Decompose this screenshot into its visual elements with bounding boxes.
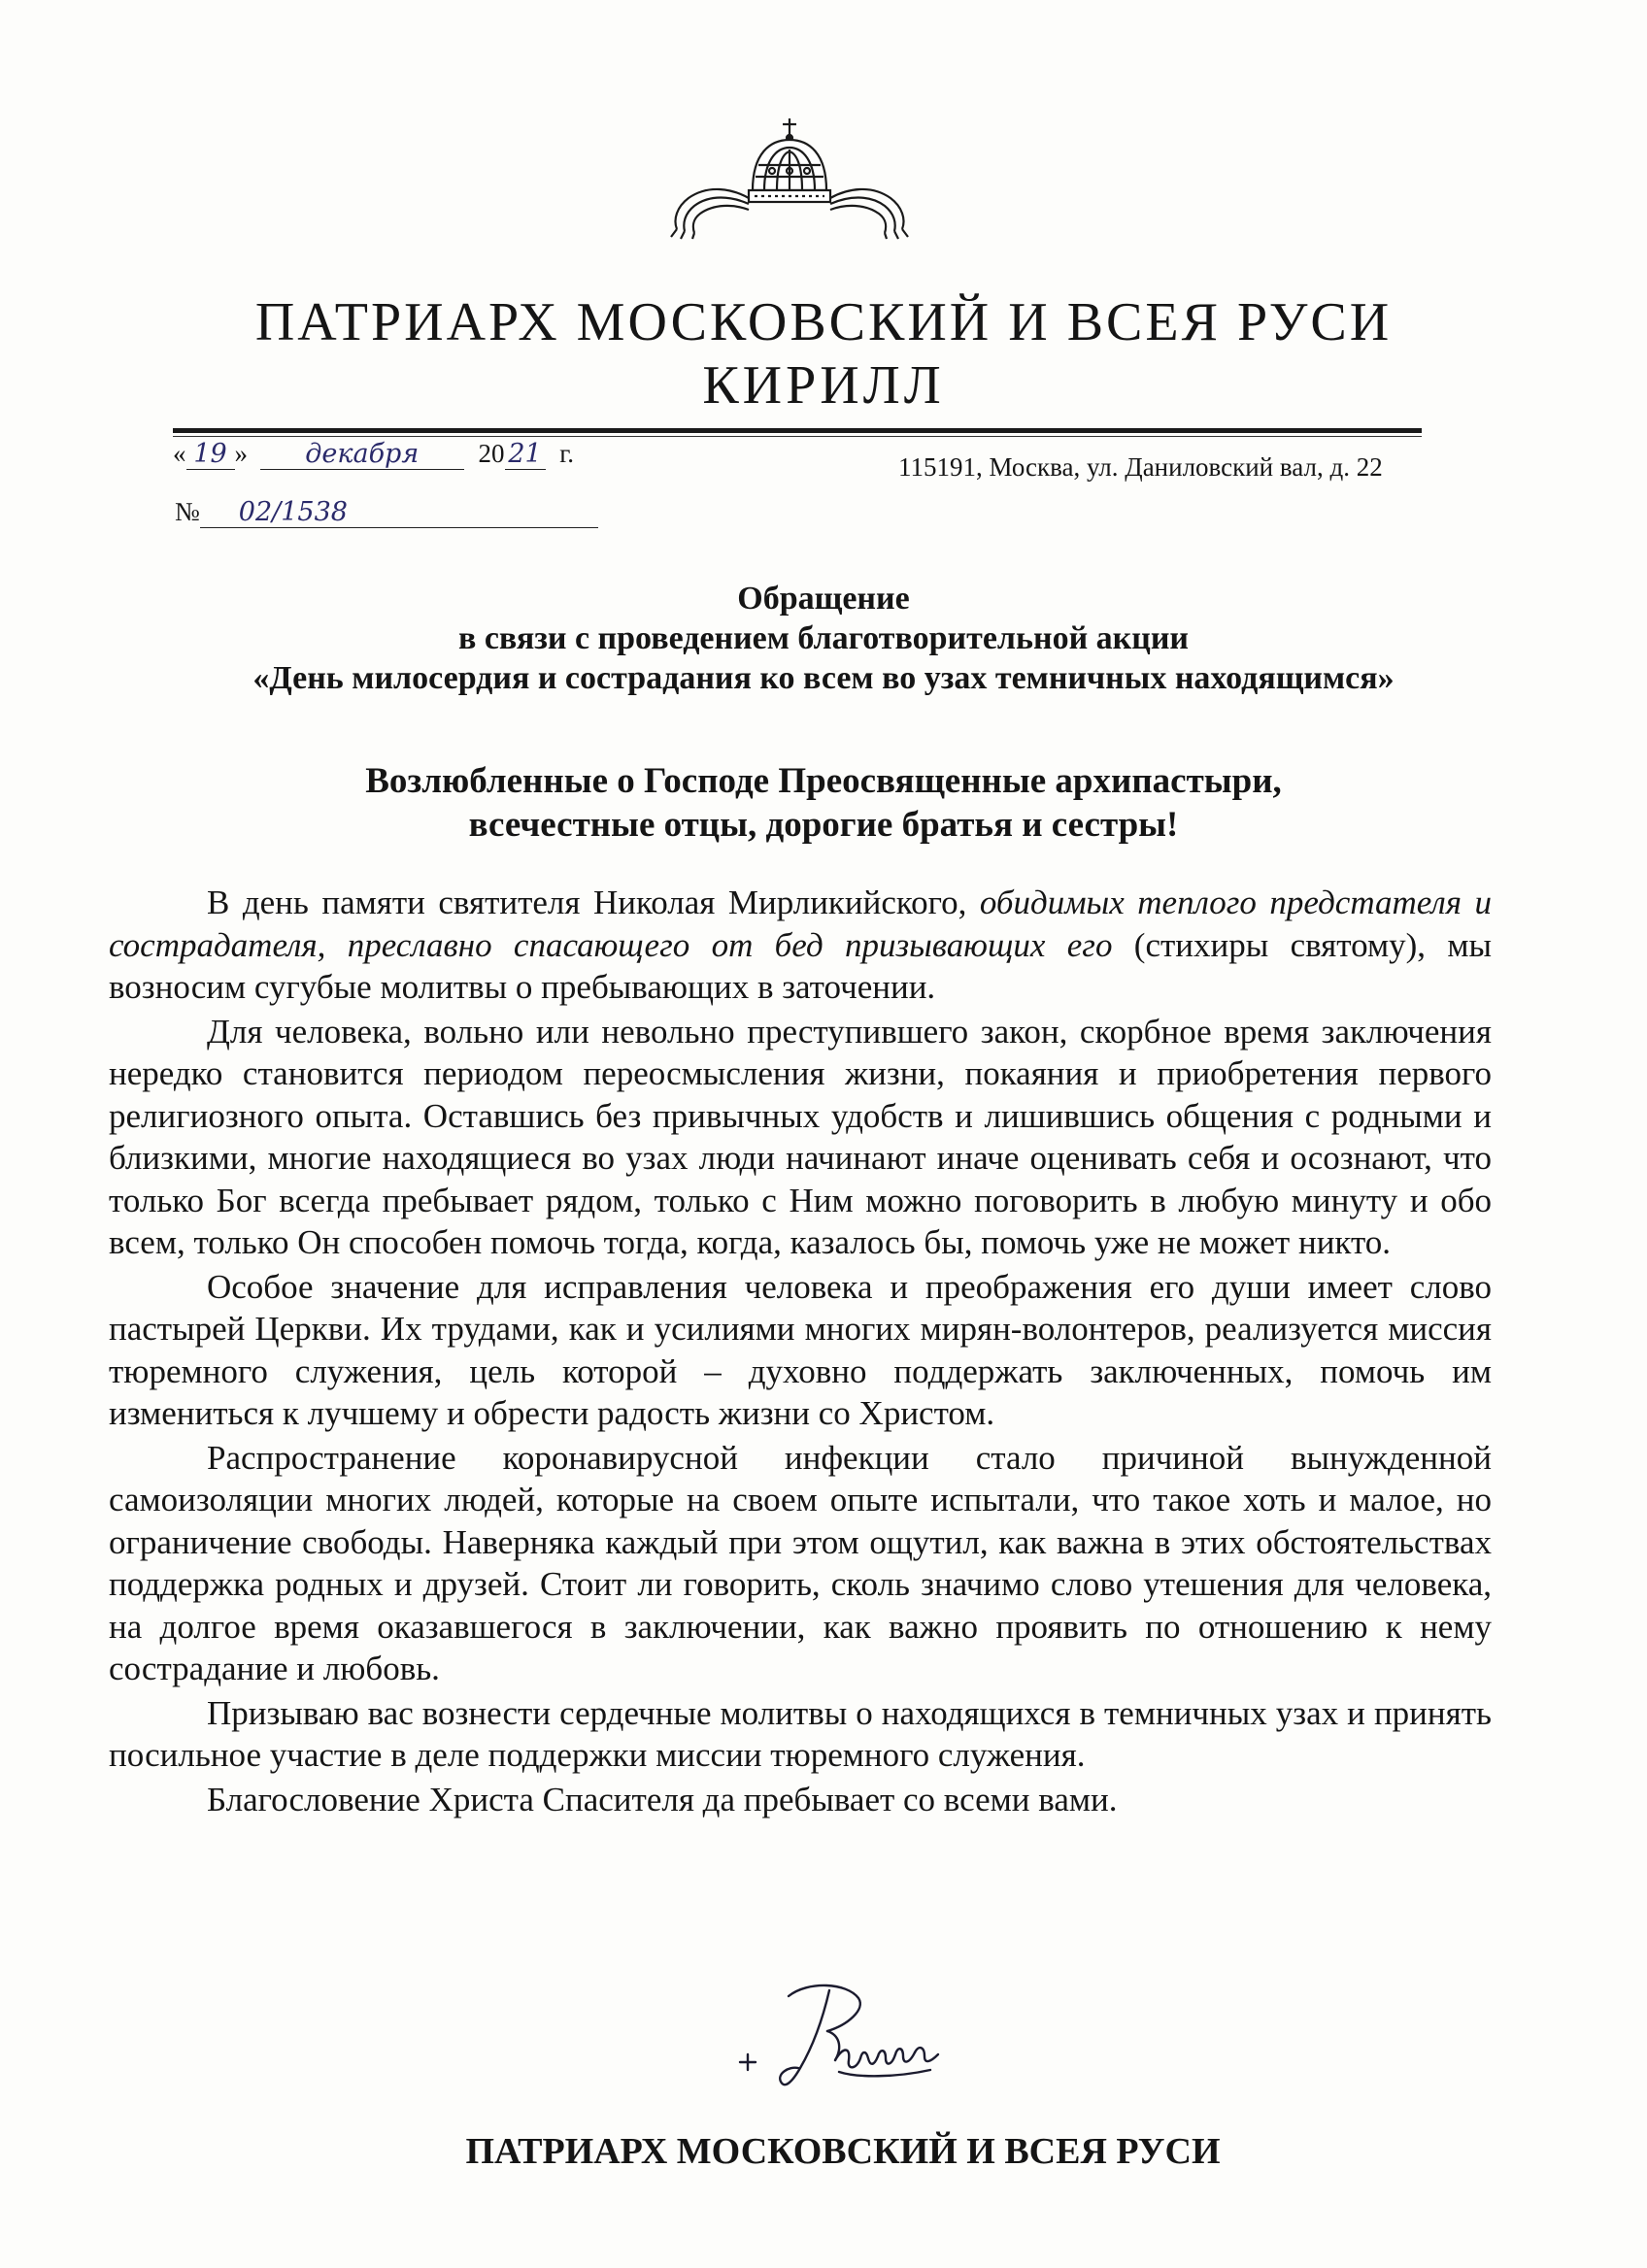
address: 115191, Москва, ул. Даниловский вал, д. 22 <box>898 452 1383 482</box>
letterhead-title: ПАТРИАРХ МОСКОВСКИЙ И ВСЕЯ РУСИ <box>254 292 1393 352</box>
paragraph-1-quote: обидимых теплого предстателя и сострадателя, преславно спасающего от бед призывающих его <box>109 884 1492 964</box>
date-year-suffix: 21 <box>505 439 546 470</box>
date-day: 19 <box>186 439 235 470</box>
date-month: декабря <box>260 439 464 470</box>
document-title <box>0 579 1647 698</box>
letter-body <box>109 882 1492 1822</box>
greeting <box>0 759 1647 847</box>
title-line-2: в связи с проведением благотворительной акции <box>457 620 1190 656</box>
title-line-3: «День милосердия и сострадания ко всем во узах темничных находящимся» <box>252 660 1395 696</box>
paragraph-4: Распространение коронавирусной инфекции стало причиной вынужденной самоизоляции многих людей, которые на своем опыте испытали, что такое хоть и малое, но ограничение свободы. Наверняка каждый при этом ощутил, как важна в этих обстоятельствах поддержка родных и друзей. Стоит ли говорить, сколь значимо слово утешения для человека, на долгое время оказавшегося в заключении, как важно проявить по отношению к нему сострадание и любовь. <box>109 1438 1492 1687</box>
date-line <box>173 439 574 478</box>
paragraph-1-end: (стихиры святому), мы возносим сугубые молитвы о пребывающих в заточении. <box>109 925 1492 1006</box>
paragraph-1 <box>109 882 1492 1009</box>
letterhead-divider <box>173 428 1422 433</box>
letterhead-divider-thin <box>173 436 1422 437</box>
document-number-line <box>175 497 598 528</box>
title-line-1: Обращение <box>737 581 910 617</box>
document-number: 02/1538 <box>200 497 598 528</box>
greeting-line-2: всечестные отцы, дорогие братья и сестры! <box>468 805 1179 845</box>
paragraph-5: Призываю вас вознести сердечные молитвы о находящихся в темничных узах и принять посильное участие в деле поддержки миссии тюремного служения. <box>109 1693 1492 1774</box>
signatory-title: ПАТРИАРХ МОСКОВСКИЙ И ВСЕЯ РУСИ <box>465 2131 1221 2172</box>
greeting-line-1: Возлюбленные о Господе Преосвященные архипастыри, <box>365 761 1282 801</box>
date-year-prefix: 20 <box>478 439 505 468</box>
date-year-abbr: г. <box>559 439 575 468</box>
handwritten-signature <box>730 1977 983 2103</box>
number-label: № <box>175 497 200 526</box>
paragraph-1-start: В день памяти святителя Николая Мирликийского, <box>207 884 980 921</box>
paragraph-2: Для человека, вольно или невольно преступившего закон, скорбное время заключения нередко становится периодом переосмысления жизни, покаяния и приобретения первого религиозного опыта. Оставшись без привычных удобств и лишившись общения с родными и близкими, многие находящиеся во узах люди начинают иначе оценивать себя и осознают, что только Бог всегда пребывает рядом, только с Ним можно поговорить в любую минуту и обо всем, только Он способен помочь тогда, когда, казалось бы, помочь уже не может никто. <box>109 1012 1492 1261</box>
letterhead-name: КИРИЛЛ <box>702 355 945 416</box>
date-quote-open: « <box>173 439 186 468</box>
paragraph-6: Благословение Христа Спасителя да пребывает со всеми вами. <box>207 1780 1118 1818</box>
patriarch-emblem-icon <box>663 115 916 241</box>
date-quote-close: » <box>234 439 248 468</box>
paragraph-3: Особое значение для исправления человека и преображения его души имеет слово пастырей Церкви. Их трудами, как и усилиями многих мирян-волонтеров, реализуется миссия тюремного служения, цель которой – духовно поддержать заключенных, помочь им измениться к лучшему и обрести радость жизни со Христом. <box>109 1267 1492 1432</box>
